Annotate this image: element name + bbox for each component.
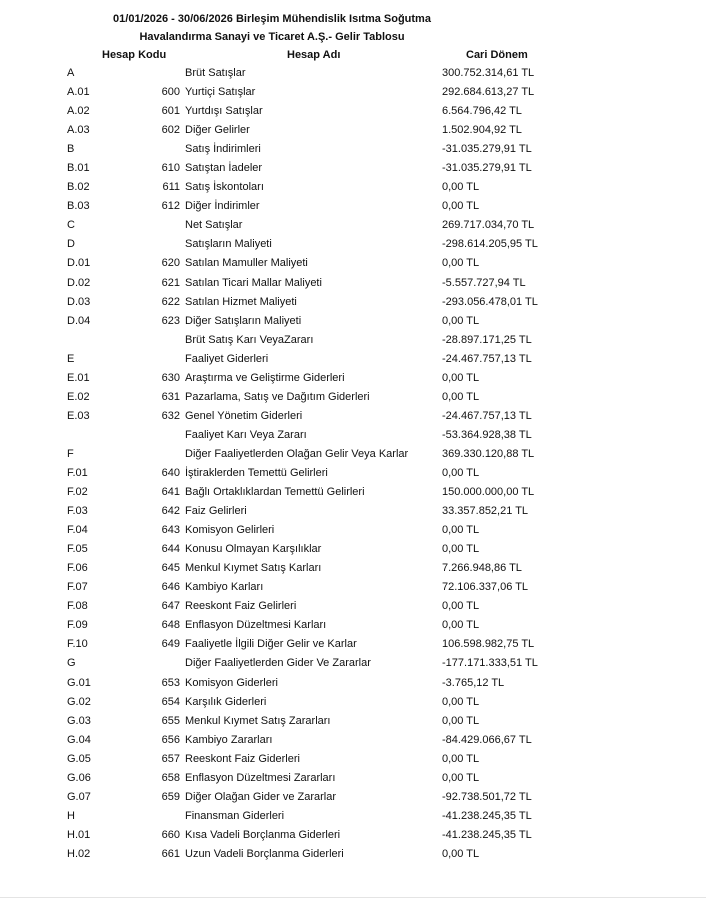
- current-period-amount-cell: 150.000.000,00 TL: [442, 486, 535, 499]
- current-period-amount-cell: 369.330.120,88 TL: [442, 447, 535, 460]
- current-period-amount-cell: -298.614.205,95 TL: [442, 238, 538, 251]
- account-number-cell: 620: [161, 257, 180, 270]
- account-code-cell: G.01: [67, 676, 91, 689]
- account-code-cell: G.07: [67, 790, 91, 803]
- income-statement-table: [0, 64, 706, 864]
- account-name-cell: Menkul Kıymet Satış Karları: [185, 562, 322, 575]
- account-name-cell: Reeskont Faiz Gelirleri: [185, 600, 297, 613]
- table-row: [0, 750, 706, 769]
- account-code-cell: B.02: [67, 181, 90, 194]
- account-name-cell: Satış İskontoları: [185, 181, 264, 194]
- account-name-cell: Yurtiçi Satışlar: [185, 86, 256, 99]
- current-period-amount-cell: -41.238.245,35 TL: [442, 828, 532, 841]
- current-period-amount-cell: 0,00 TL: [442, 543, 480, 556]
- current-period-amount-cell: 0,00 TL: [442, 771, 480, 784]
- table-row: [0, 159, 706, 178]
- account-name-cell: Reeskont Faiz Giderleri: [185, 752, 300, 765]
- account-name-cell: Pazarlama, Satış ve Dağıtım Giderleri: [185, 390, 370, 403]
- account-number-cell: 642: [161, 505, 180, 518]
- account-code-cell: A.02: [67, 105, 90, 118]
- account-number-cell: 632: [161, 409, 180, 422]
- table-row: [0, 616, 706, 635]
- account-code-cell: D.01: [67, 257, 91, 270]
- account-code-cell: F.02: [67, 486, 88, 499]
- account-number-cell: 622: [161, 295, 180, 308]
- current-period-amount-cell: 72.106.337,06 TL: [442, 581, 529, 594]
- report-title-line1: 01/01/2026 - 30/06/2026 Birleşim Mühendislik Isıtma Soğutma: [113, 13, 431, 25]
- table-row: [0, 331, 706, 350]
- current-period-amount-cell: 106.598.982,75 TL: [442, 638, 535, 651]
- report-title-line2: Havalandırma Sanayi ve Ticaret A.Ş.- Gelir Tablosu: [139, 31, 405, 43]
- current-period-amount-cell: 0,00 TL: [442, 257, 480, 270]
- account-code-cell: F.09: [67, 619, 88, 632]
- current-period-amount-cell: -24.467.757,13 TL: [442, 352, 532, 365]
- column-header-current-period: Cari Dönem: [466, 49, 528, 61]
- account-name-cell: Satılan Ticari Mallar Maliyeti: [185, 276, 322, 289]
- account-name-cell: Menkul Kıymet Satış Zararları: [185, 714, 331, 727]
- table-row: [0, 121, 706, 140]
- account-code-cell: D.03: [67, 295, 91, 308]
- table-row: [0, 654, 706, 673]
- table-row: [0, 521, 706, 540]
- table-row: [0, 140, 706, 159]
- account-name-cell: Bağlı Ortaklıklardan Temettü Gelirleri: [185, 486, 365, 499]
- current-period-amount-cell: 7.266.948,86 TL: [442, 562, 522, 575]
- account-name-cell: Kısa Vadeli Borçlanma Giderleri: [185, 828, 341, 841]
- account-name-cell: Satılan Mamuller Maliyeti: [185, 257, 308, 270]
- current-period-amount-cell: -31.035.279,91 TL: [442, 162, 532, 175]
- account-code-cell: F.08: [67, 600, 88, 613]
- account-number-cell: 658: [161, 771, 180, 784]
- table-row: [0, 502, 706, 521]
- account-name-cell: Faiz Gelirleri: [185, 505, 247, 518]
- table-row: [0, 216, 706, 235]
- account-code-cell: F.10: [67, 638, 88, 651]
- account-name-cell: Diğer Olağan Gider ve Zararlar: [185, 790, 337, 803]
- table-row: [0, 464, 706, 483]
- account-number-cell: 631: [161, 390, 180, 403]
- account-name-cell: Satılan Hizmet Maliyeti: [185, 295, 297, 308]
- account-name-cell: Yurtdışı Satışlar: [185, 105, 263, 118]
- account-code-cell: G.05: [67, 752, 91, 765]
- account-code-cell: F.05: [67, 543, 88, 556]
- current-period-amount-cell: -177.171.333,51 TL: [442, 657, 538, 670]
- account-name-cell: Uzun Vadeli Borçlanma Giderleri: [185, 847, 344, 860]
- current-period-amount-cell: 269.717.034,70 TL: [442, 219, 535, 232]
- page-bottom-divider: [0, 897, 706, 898]
- table-row: [0, 845, 706, 864]
- account-name-cell: Enflasyon Düzeltmesi Zararları: [185, 771, 336, 784]
- account-code-cell: A: [67, 67, 75, 79]
- table-row: [0, 197, 706, 216]
- table-row: [0, 693, 706, 712]
- table-row: [0, 350, 706, 369]
- account-name-cell: Brüt Satışlar: [185, 67, 246, 79]
- current-period-amount-cell: 0,00 TL: [442, 619, 480, 632]
- current-period-amount-cell: 1.502.904,92 TL: [442, 124, 522, 137]
- account-number-cell: 654: [161, 695, 180, 708]
- account-name-cell: Brüt Satış Karı VeyaZararı: [185, 333, 314, 346]
- current-period-amount-cell: 0,00 TL: [442, 200, 480, 213]
- account-code-cell: C: [67, 219, 75, 232]
- current-period-amount-cell: 292.684.613,27 TL: [442, 86, 535, 99]
- account-code-cell: G: [67, 657, 76, 670]
- table-row: [0, 807, 706, 826]
- account-number-cell: 649: [161, 638, 180, 651]
- account-name-cell: Diğer İndirimler: [185, 200, 260, 213]
- current-period-amount-cell: -53.364.928,38 TL: [442, 428, 532, 441]
- table-row: [0, 712, 706, 731]
- current-period-amount-cell: -84.429.066,67 TL: [442, 733, 532, 746]
- current-period-amount-cell: -41.238.245,35 TL: [442, 809, 532, 822]
- account-name-cell: Diğer Satışların Maliyeti: [185, 314, 302, 327]
- account-name-cell: Diğer Faaliyetlerden Olağan Gelir Veya Karlar: [185, 447, 409, 460]
- account-number-cell: 646: [161, 581, 180, 594]
- account-code-cell: E.01: [67, 371, 90, 384]
- current-period-amount-cell: -28.897.171,25 TL: [442, 333, 532, 346]
- table-row: [0, 445, 706, 464]
- account-name-cell: Faaliyet Giderleri: [185, 352, 269, 365]
- column-header-code: Hesap Kodu: [102, 49, 167, 61]
- account-code-cell: E.03: [67, 409, 90, 422]
- account-number-cell: 630: [161, 371, 180, 384]
- table-row: [0, 483, 706, 502]
- account-code-cell: H.02: [67, 847, 91, 860]
- account-code-cell: F: [67, 447, 74, 460]
- account-name-cell: İştiraklerden Temettü Gelirleri: [185, 466, 328, 479]
- account-code-cell: G.04: [67, 733, 91, 746]
- current-period-amount-cell: 0,00 TL: [442, 466, 480, 479]
- account-name-cell: Kambiyo Zararları: [185, 733, 273, 746]
- account-code-cell: D: [67, 238, 75, 251]
- account-number-cell: 660: [161, 828, 180, 841]
- current-period-amount-cell: 0,00 TL: [442, 600, 480, 613]
- account-code-cell: H: [67, 809, 75, 822]
- table-row: [0, 235, 706, 254]
- current-period-amount-cell: -24.467.757,13 TL: [442, 409, 532, 422]
- account-code-cell: F.03: [67, 505, 88, 518]
- account-number-cell: 621: [161, 276, 180, 289]
- current-period-amount-cell: 6.564.796,42 TL: [442, 105, 522, 118]
- account-code-cell: G.02: [67, 695, 91, 708]
- account-name-cell: Enflasyon Düzeltmesi Karları: [185, 619, 327, 632]
- account-number-cell: 647: [161, 600, 180, 613]
- account-code-cell: A.01: [67, 86, 90, 99]
- account-number-cell: 657: [161, 752, 180, 765]
- account-code-cell: F.07: [67, 581, 88, 594]
- account-number-cell: 641: [161, 486, 180, 499]
- table-row: [0, 826, 706, 845]
- account-code-cell: E.02: [67, 390, 90, 403]
- current-period-amount-cell: 0,00 TL: [442, 714, 480, 727]
- current-period-amount-cell: -31.035.279,91 TL: [442, 143, 532, 156]
- account-name-cell: Satış İndirimleri: [185, 143, 261, 156]
- account-name-cell: Genel Yönetim Giderleri: [185, 409, 303, 422]
- table-row: [0, 102, 706, 121]
- account-number-cell: 655: [161, 714, 180, 727]
- current-period-amount-cell: 0,00 TL: [442, 847, 480, 860]
- account-code-cell: D.02: [67, 276, 91, 289]
- account-name-cell: Konusu Olmayan Karşılıklar: [185, 543, 322, 556]
- account-code-cell: F.01: [67, 466, 88, 479]
- table-row: [0, 578, 706, 597]
- table-row: [0, 312, 706, 331]
- table-row: [0, 635, 706, 654]
- account-code-cell: F.06: [67, 562, 88, 575]
- account-name-cell: Satıştan İadeler: [185, 162, 263, 175]
- account-number-cell: 612: [161, 200, 180, 213]
- table-row: [0, 369, 706, 388]
- account-name-cell: Faaliyetle İlgili Diğer Gelir ve Karlar: [185, 638, 357, 651]
- account-name-cell: Araştırma ve Geliştirme Giderleri: [185, 371, 345, 384]
- table-row: [0, 540, 706, 559]
- table-row: [0, 731, 706, 750]
- account-code-cell: B.01: [67, 162, 90, 175]
- account-name-cell: Komisyon Giderleri: [185, 676, 278, 689]
- table-row: [0, 64, 706, 83]
- account-number-cell: 644: [161, 543, 180, 556]
- account-code-cell: H.01: [67, 828, 91, 841]
- current-period-amount-cell: 0,00 TL: [442, 752, 480, 765]
- account-code-cell: E: [67, 352, 75, 365]
- table-row: [0, 559, 706, 578]
- account-number-cell: 653: [161, 676, 180, 689]
- current-period-amount-cell: 0,00 TL: [442, 314, 480, 327]
- account-code-cell: G.06: [67, 771, 91, 784]
- current-period-amount-cell: 300.752.314,61 TL: [442, 67, 535, 79]
- account-code-cell: G.03: [67, 714, 91, 727]
- account-number-cell: 659: [161, 790, 180, 803]
- table-row: [0, 597, 706, 616]
- current-period-amount-cell: -3.765,12 TL: [442, 676, 505, 689]
- current-period-amount-cell: -92.738.501,72 TL: [442, 790, 532, 803]
- current-period-amount-cell: 0,00 TL: [442, 695, 480, 708]
- current-period-amount-cell: 0,00 TL: [442, 181, 480, 194]
- table-row: [0, 83, 706, 102]
- account-name-cell: Satışların Maliyeti: [185, 238, 272, 251]
- account-number-cell: 645: [161, 562, 180, 575]
- account-code-cell: A.03: [67, 124, 90, 137]
- account-name-cell: Kambiyo Karları: [185, 581, 264, 594]
- account-code-cell: B.03: [67, 200, 90, 213]
- column-header-name: Hesap Adı: [287, 49, 341, 61]
- current-period-amount-cell: 0,00 TL: [442, 390, 480, 403]
- account-number-cell: 640: [161, 466, 180, 479]
- account-number-cell: 661: [161, 847, 180, 860]
- table-row: [0, 254, 706, 273]
- account-number-cell: 600: [161, 86, 180, 99]
- account-name-cell: Faaliyet Karı Veya Zararı: [185, 428, 307, 441]
- table-row: [0, 293, 706, 312]
- account-name-cell: Finansman Giderleri: [185, 809, 285, 822]
- account-name-cell: Net Satışlar: [185, 219, 243, 232]
- account-number-cell: 610: [161, 162, 180, 175]
- account-code-cell: F.04: [67, 524, 88, 537]
- table-row: [0, 788, 706, 807]
- table-row: [0, 178, 706, 197]
- table-row: [0, 388, 706, 407]
- current-period-amount-cell: -293.056.478,01 TL: [442, 295, 538, 308]
- account-number-cell: 643: [161, 524, 180, 537]
- account-number-cell: 623: [161, 314, 180, 327]
- current-period-amount-cell: 0,00 TL: [442, 371, 480, 384]
- table-row: [0, 407, 706, 426]
- account-number-cell: 648: [161, 619, 180, 632]
- account-number-cell: 656: [161, 733, 180, 746]
- account-name-cell: Karşılık Giderleri: [185, 695, 267, 708]
- current-period-amount-cell: 0,00 TL: [442, 524, 480, 537]
- table-row: [0, 274, 706, 293]
- table-row: [0, 769, 706, 788]
- current-period-amount-cell: -5.557.727,94 TL: [442, 276, 526, 289]
- table-row: [0, 426, 706, 445]
- current-period-amount-cell: 33.357.852,21 TL: [442, 505, 529, 518]
- table-row: [0, 674, 706, 693]
- account-number-cell: 601: [161, 105, 180, 118]
- account-code-cell: D.04: [67, 314, 91, 327]
- account-code-cell: B: [67, 143, 75, 156]
- account-name-cell: Diğer Gelirler: [185, 124, 250, 137]
- account-number-cell: 611: [162, 181, 180, 194]
- account-name-cell: Komisyon Gelirleri: [185, 524, 275, 537]
- account-number-cell: 602: [161, 124, 180, 137]
- account-name-cell: Diğer Faaliyetlerden Gider Ve Zararlar: [185, 657, 371, 670]
